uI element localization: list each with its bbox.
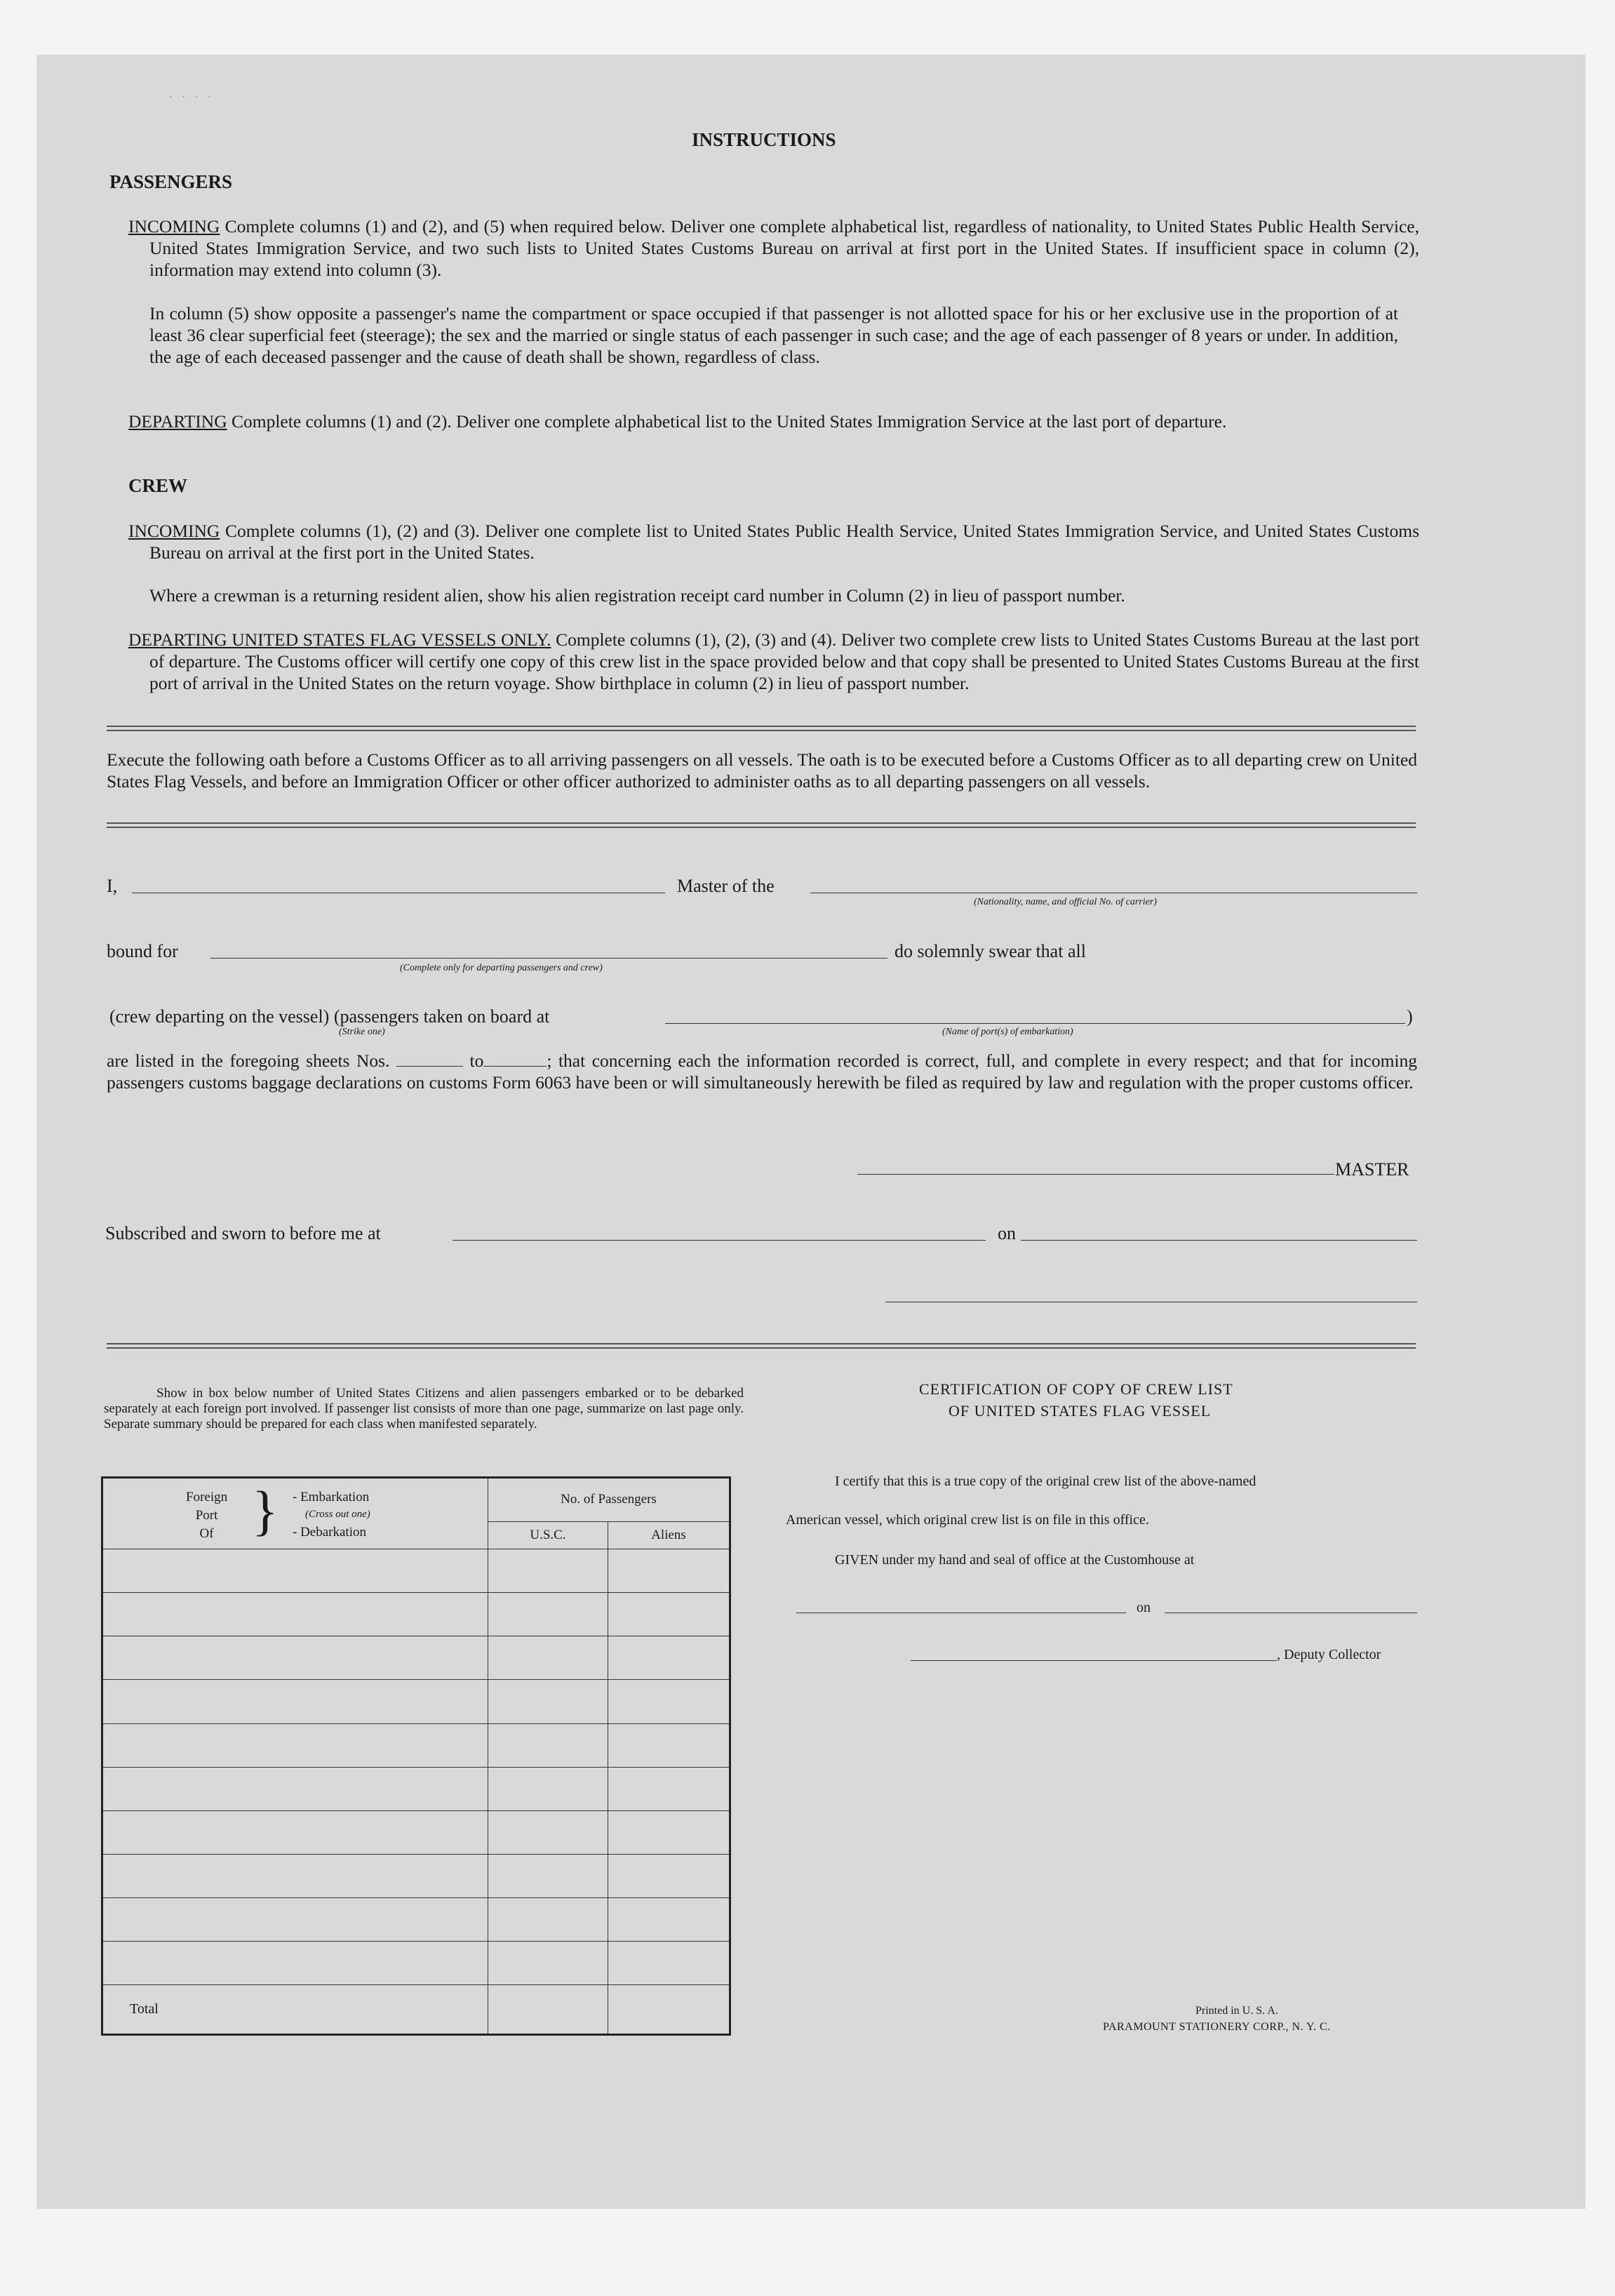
table-row [102, 1549, 730, 1593]
master-signature-field[interactable] [857, 1174, 1334, 1175]
scan-artifact: · · · · [168, 90, 215, 104]
port-label: Port [195, 1508, 218, 1523]
table-row [102, 1593, 730, 1636]
port-header-cell [102, 1478, 488, 1549]
incoming-label: INCOMING [128, 216, 220, 236]
carrier-caption: (Nationality, name, and official No. of carrier) [974, 897, 1157, 907]
crew-passengers-label: (crew departing on the vessel) (passengers taken on board at [109, 1006, 550, 1027]
embarkation-label: - Embarkation [293, 1490, 370, 1504]
port-cell[interactable] [102, 1723, 488, 1767]
sheet-to-field[interactable] [483, 1066, 547, 1067]
departing-us-label: DEPARTING UNITED STATES FLAG VESSELS ONLY. [128, 629, 551, 650]
close-paren: ) [1407, 1006, 1413, 1027]
ports-passenger-table [101, 1476, 731, 2036]
bound-for-caption: (Complete only for departing passengers and crew) [400, 963, 603, 973]
usc-cell[interactable] [488, 1723, 608, 1767]
usc-cell[interactable] [488, 1767, 608, 1810]
master-label: MASTER [1335, 1159, 1409, 1180]
usc-cell[interactable] [488, 1636, 608, 1680]
embarkation-ports-field[interactable] [665, 1023, 1405, 1024]
strike-one-caption: (Strike one) [339, 1027, 385, 1037]
cert-on-label: on [1137, 1600, 1151, 1615]
certification-title-1: CERTIFICATION OF COPY OF CREW LIST [919, 1380, 1233, 1398]
usc-header: U.S.C. [488, 1521, 608, 1549]
section-divider [107, 726, 1416, 731]
passengers-departing-instruction [128, 411, 1419, 432]
subscribed-label: Subscribed and sworn to before me at [105, 1223, 381, 1243]
departing-us-flag-instruction [128, 629, 1419, 694]
deputy-collector-label: , Deputy Collector [1277, 1647, 1381, 1662]
aliens-cell[interactable] [608, 1810, 730, 1854]
sworn-on-label: on [998, 1223, 1016, 1243]
certify-text-a: I certify that this is a true copy of the original crew list of the above-named [835, 1474, 1257, 1489]
table-row [102, 1767, 730, 1810]
port-cell[interactable] [102, 1854, 488, 1897]
table-row [102, 1810, 730, 1854]
incoming-text: Complete columns (1) and (2), and (5) when required below. Deliver one complete alphabetical list, regardless of nationality, to United States Public Health Service, United States Immigration Service, and two such lists to United States Customs Bureau on arrival at first port in the United States. If insufficient space in column (2), information may extend into column (3). [149, 216, 1419, 280]
cross-out-label: (Cross out one) [305, 1509, 370, 1520]
crew-incoming-label: INCOMING [128, 521, 220, 541]
port-cell[interactable] [102, 1680, 488, 1723]
table-row [102, 1898, 730, 1942]
printed-in-usa: Printed in U. S. A. [1195, 2005, 1278, 2017]
listed-text-a: are listed in the foregoing sheets Nos. [107, 1050, 390, 1071]
usc-cell[interactable] [488, 1549, 608, 1593]
crewman-instruction: Where a crewman is a returning resident alien, show his alien registration receipt card number in Column (2) in lieu of passport number. [149, 585, 1125, 606]
foreign-label: Foreign [186, 1490, 228, 1504]
port-cell[interactable] [102, 1898, 488, 1942]
deputy-signature-field[interactable] [911, 1660, 1277, 1661]
usc-cell[interactable] [488, 1810, 608, 1854]
crew-heading: CREW [128, 475, 188, 496]
section-divider [107, 822, 1416, 828]
port-cell[interactable] [102, 1810, 488, 1854]
brace-icon: } [252, 1480, 279, 1541]
port-cell[interactable] [102, 1593, 488, 1636]
section-divider [107, 1343, 1416, 1349]
certify-text-b: American vessel, which original crew list is on file in this office. [786, 1512, 1149, 1528]
usc-cell[interactable] [488, 1854, 608, 1897]
departing-label: DEPARTING [128, 411, 227, 432]
aliens-cell[interactable] [608, 1549, 730, 1593]
aliens-cell[interactable] [608, 1680, 730, 1723]
aliens-cell[interactable] [608, 1636, 730, 1680]
bound-for-field[interactable] [210, 958, 887, 959]
table-row [102, 1723, 730, 1767]
total-usc-cell[interactable] [488, 1985, 608, 2035]
departing-text: Complete columns (1) and (2). Deliver one complete alphabetical list to the United States Immigration Service at the last port of departure. [227, 411, 1227, 432]
aliens-header: Aliens [608, 1521, 730, 1549]
no-passengers-header: No. of Passengers [488, 1478, 730, 1522]
table-row [102, 1680, 730, 1723]
passengers-heading: PASSENGERS [109, 171, 233, 192]
sworn-place-field[interactable] [453, 1240, 986, 1241]
port-cell[interactable] [102, 1942, 488, 1985]
total-aliens-cell[interactable] [608, 1985, 730, 2035]
certification-title-2: OF UNITED STATES FLAG VESSEL [949, 1402, 1212, 1420]
oath-i-label: I, [107, 876, 118, 896]
bound-for-label: bound for [107, 941, 178, 961]
table-row [102, 1854, 730, 1897]
printer-name: PARAMOUNT STATIONERY CORP., N. Y. C. [1103, 2021, 1331, 2033]
usc-cell[interactable] [488, 1593, 608, 1636]
port-cell[interactable] [102, 1636, 488, 1680]
total-label: Total [102, 1985, 488, 2035]
listed-to: to [469, 1050, 484, 1071]
given-text: GIVEN under my hand and seal of office at the Customhouse at [835, 1552, 1195, 1568]
table-row [102, 1942, 730, 1985]
page-title: INSTRUCTIONS [692, 129, 836, 150]
table-row [102, 1636, 730, 1680]
aliens-cell[interactable] [608, 1767, 730, 1810]
usc-cell[interactable] [488, 1898, 608, 1942]
box-instruction: Show in box below number of United States Citizens and alien passengers embarked or to be debarked separately at each foreign port involved. If passenger list consists of more than one page, summarize on last page only. Separate summary should be prepared for each class when manifested separately. [104, 1386, 744, 1431]
aliens-cell[interactable] [608, 1854, 730, 1897]
usc-cell[interactable] [488, 1942, 608, 1985]
departing-us-text: Complete columns (1), (2), (3) and (4). Deliver two complete crew lists to United States Customs Bureau at the last port of departure. The Customs officer will certify one copy of this crew list in the space provided below and that copy shall be presented to United States Customs Bureau at the first port of arrival in the United States on the return voyage. Show birthplace in column (2) in lieu of passport number. [149, 629, 1419, 693]
sworn-date-field[interactable] [1021, 1240, 1417, 1241]
oath-statement [107, 1050, 1417, 1093]
master-of-the-label: Master of the [677, 876, 775, 896]
column5-instruction: In column (5) show opposite a passenger's name the compartment or space occupied if that passenger is not allotted space for his or her exclusive use in the proportion of at least 36 clear superficial feet (steerage); the sex and the married or single status of each passenger in such case; and the age of each passenger of 8 years or under. In addition, the age of each deceased passenger and the cause of death shall be shown, regardless of class. [149, 303, 1398, 367]
aliens-cell[interactable] [608, 1942, 730, 1985]
crew-incoming-text: Complete columns (1), (2) and (3). Deliver one complete list to United States Public Health Service, United States Immigration Service, and United States Customs Bureau on arrival at the first port in the United States. [149, 521, 1419, 563]
passengers-incoming-instruction [128, 215, 1419, 281]
usc-cell[interactable] [488, 1680, 608, 1723]
debarkation-label: - Debarkation [293, 1525, 366, 1540]
aliens-cell[interactable] [608, 1593, 730, 1636]
port-cell[interactable] [102, 1767, 488, 1810]
port-cell[interactable] [102, 1549, 488, 1593]
aliens-cell[interactable] [608, 1723, 730, 1767]
sheet-from-field[interactable] [396, 1066, 463, 1067]
of-label: Of [199, 1526, 214, 1541]
oath-intro: Execute the following oath before a Customs Officer as to all arriving passengers on all vessels. The oath is to be executed before a Customs Officer as to all departing crew on United States Flag Vessels, and before an Immigration Officer or other officer authorized to administer oaths as to all departing passengers on all vessels. [107, 749, 1417, 792]
aliens-cell[interactable] [608, 1898, 730, 1942]
crew-incoming-instruction [128, 520, 1419, 563]
ports-caption: (Name of port(s) of embarkation) [942, 1027, 1073, 1037]
listed-text-b: ; that concerning each the information recorded is correct, full, and complete in every respect; and that for incoming passengers customs baggage declarations on customs Form 6063 have been or will simultaneously herewith be filed as required by law and regulation with the proper customs officer. [107, 1050, 1417, 1093]
swear-label: do solemnly swear that all [894, 941, 1086, 961]
